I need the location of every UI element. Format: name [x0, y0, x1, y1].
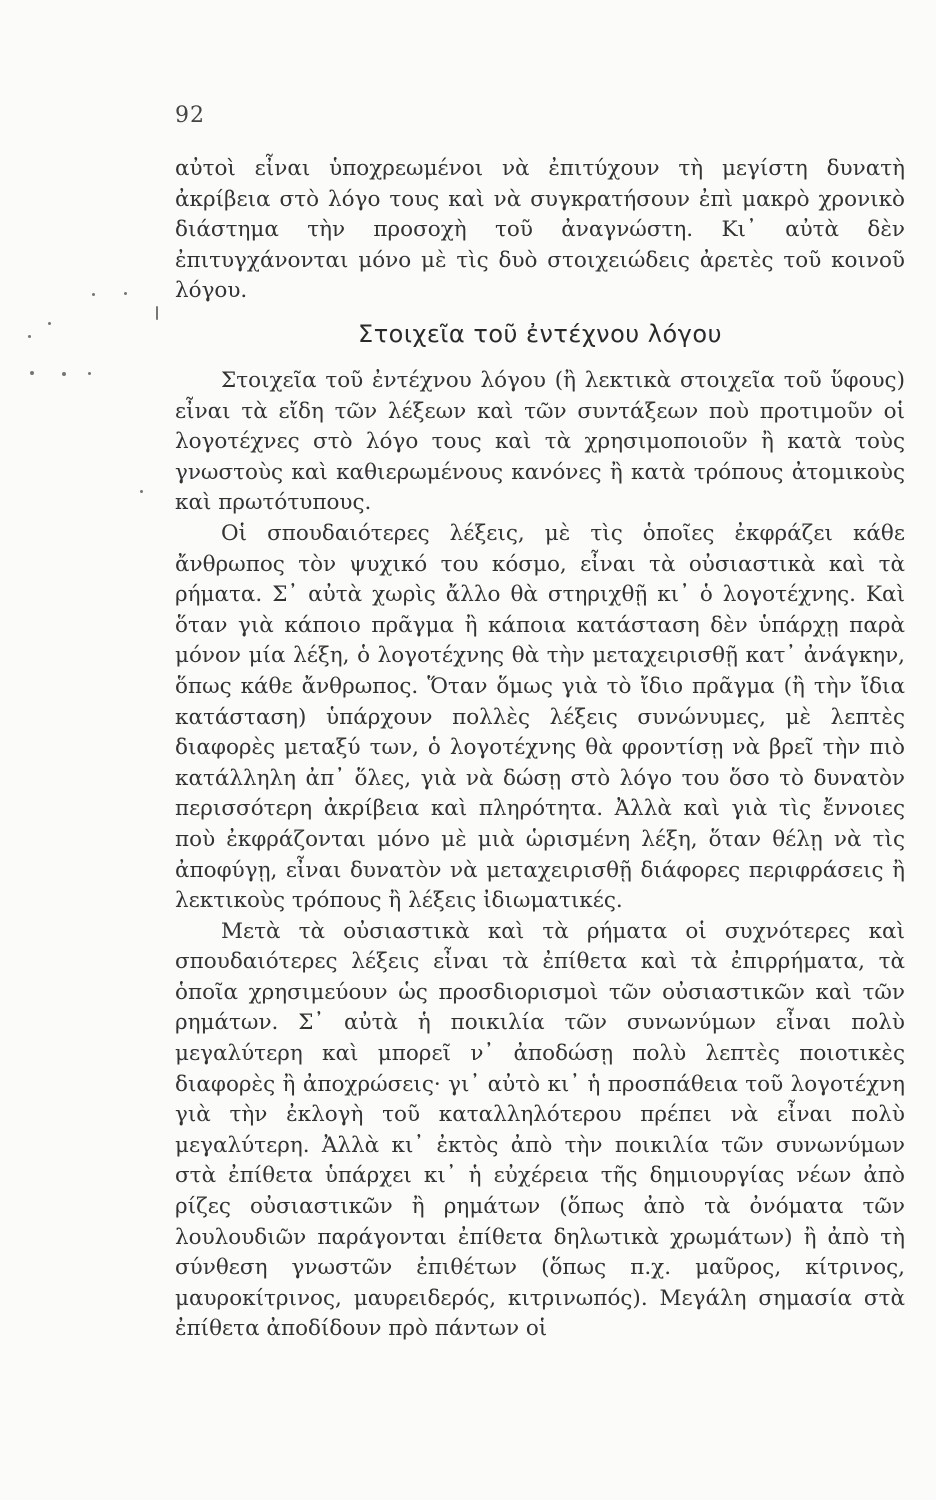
section-heading: Στοιχεῖα τοῦ ἐντέχνου λόγου: [358, 320, 722, 348]
print-speck: [88, 372, 91, 375]
print-speck: [92, 293, 95, 296]
paragraph-definition: Στοιχεῖα τοῦ ἐντέχνου λόγου (ἢ λεκτικὰ στοιχεῖα τοῦ ὕφους) εἶναι τὰ εἴδη τῶν λέξεων καὶ τῶν συντάξεων ποὺ προτιμοῦν οἱ λογοτέχνες στὸ λόγο τους καὶ τὰ χρησιμοποιοῦν ἢ κατὰ τοὺς γνωστοὺς καὶ καθιερωμένους κανόνες ἢ κατὰ τρόπους ἀτομικοὺς καὶ πρωτότυπους.: [175, 368, 905, 516]
paragraph-nouns-verbs: Οἱ σπουδαιότερες λέξεις, μὲ τὶς ὁποῖες ἐκφράζει κάθε ἄνθρωπος τὸν ψυχικό του κόσμο, εἶναι τὰ οὐσιαστικὰ καὶ τὰ ρήματα. Σ᾿ αὐτὰ χωρὶς ἄλλο θὰ στηριχθῇ κι᾿ ὁ λογοτέχνης. Καὶ ὅταν γιὰ κάποιο πρᾶγμα ἢ κάποια κατάσταση δὲν ὑπάρχῃ παρὰ μόνον μία λέξη, ὁ λογοτέχνης θὰ τὴν μεταχειρισθῇ κατ᾿ ἀνάγκην, ὅπως κάθε ἄνθρωπος. Ὅταν ὅμως γιὰ τὸ ἴδιο πρᾶγμα (ἢ τὴν ἴδια κατάσταση) ὑπάρχουν πολλὲς λέξεις συνώνυμες, μὲ λεπτὲς διαφορὲς μεταξύ των, ὁ λογοτέχνης θὰ φροντίσῃ νὰ βρεῖ τὴν πιὸ κατάλληλη ἀπ᾿ ὅλες, γιὰ νὰ δώσῃ στὸ λόγο του ὅσο τὸ δυνατὸν περισσότερη ἀκρίβεια καὶ πληρότητα. Ἀλλὰ καὶ γιὰ τὶς ἔννοιες ποὺ ἐκφράζονται μόνο μὲ μιὰ ὡρισμένη λέξη, ὅταν θέλῃ νὰ τὶς ἀποφύγῃ, εἶναι δυνατὸν νὰ μεταχειρισθῇ διάφορες περιφράσεις ἢ λεκτικοὺς τρόπους ἢ λέξεις ἰδιωματικές.: [175, 520, 905, 914]
print-speck: [48, 322, 51, 325]
paragraph-adjectives: Μετὰ τὰ οὐσιαστικὰ καὶ τὰ ρήματα οἱ συχνότερες καὶ σπουδαιότερες λέξεις εἶναι τὰ ἐπίθετα καὶ τὰ ἐπιρρήματα, τὰ ὁποῖα χρησιμεύουν ὡς προσδιορισμοὶ τῶν οὐσιαστικῶν καὶ τῶν ρημάτων. Σ᾿ αὐτὰ ἡ ποικιλία τῶν συνωνύμων εἶναι πολὺ μεγαλύτερη καὶ μπορεῖ ν᾿ ἀποδώσῃ πολὺ λεπτὲς ποιοτικὲς διαφορὲς ἢ ἀποχρώσεις· γι᾿ αὐτὸ κι᾿ ἡ προσπάθεια τοῦ λογοτέχνη γιὰ τὴν ἐκλογὴ τοῦ καταλληλότερου πρέπει νὰ εἶναι πολὺ μεγαλύτερη. Ἀλλὰ κι᾿ ἐκτὸς ἀπὸ τὴν ποικιλία τῶν συνωνύμων στὰ ἐπίθετα ὑπάρχει κι᾿ ἡ εὐχέρεια τῆς δημιουργίας νέων ἀπὸ ρίζες οὐσιαστικῶν ἢ ρημάτων (ὅπως ἀπὸ τὰ ὀνόματα τῶν λουλουδιῶν παράγονται ἐπίθετα δηλωτικὰ χρωμάτων) ἢ ἀπὸ τὴ σύνθεση γνωστῶν ἐπιθέτων (ὅπως π.χ. μαῦρος, κίτρινος, μαυροκίτρινος, μαυρειδερός, κιτρινωπός). Μεγάλη σημασία στὰ ἐπίθετα ἀποδίδουν πρὸ πάντων οἱ: [175, 918, 905, 1342]
print-speck: [156, 306, 158, 320]
page-number: 92: [175, 103, 205, 128]
print-speck: [28, 335, 31, 338]
print-speck: [140, 490, 143, 493]
print-speck: [62, 372, 66, 376]
print-speck: [30, 371, 34, 375]
intro-text-block: [175, 154, 905, 307]
intro-paragraph: αὐτοὶ εἶναι ὑποχρεωμένοι νὰ ἐπιτύχουν τὴ μεγίστη δυνατὴ ἀκρίβεια στὸ λόγο τους καὶ νὰ συγκρατήσουν ἐπὶ μακρὸ χρονικὸ διάστημα τὴν προσοχὴ τοῦ ἀναγνώστη. Κι᾿ αὐτὰ δὲν ἐπιτυγχάνονται μόνο μὲ τὶς δυὸ στοιχειώδεις ἀρετὲς τοῦ κοινοῦ λόγου.: [175, 156, 905, 304]
print-speck: [124, 292, 127, 295]
body-text-block: [175, 366, 905, 1345]
